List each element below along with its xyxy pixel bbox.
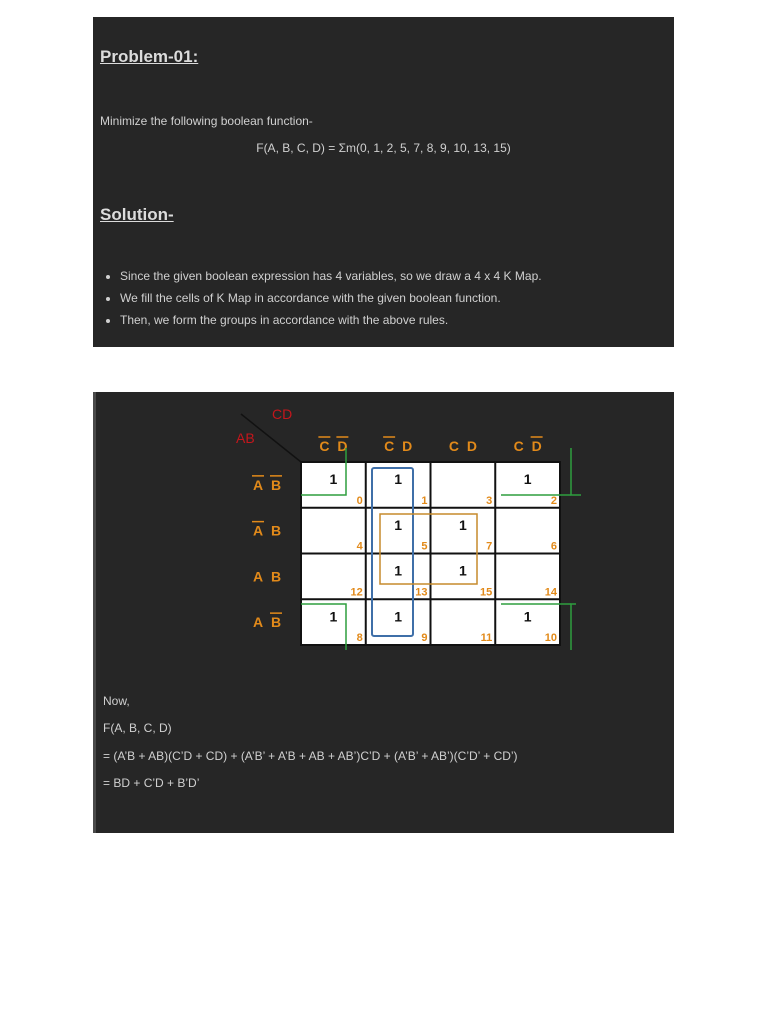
cell-value: 1	[329, 471, 338, 487]
column-header-first-var: C	[513, 438, 524, 454]
cell-minterm-index: 3	[486, 494, 493, 507]
cell-minterm-index: 4	[356, 540, 363, 553]
cell-minterm-index: 1	[421, 494, 428, 507]
row-header-second-var: B	[270, 614, 282, 631]
column-header-second-var: D	[466, 438, 477, 454]
row-header-first-var: A	[252, 522, 264, 539]
row-header-first-var: A	[252, 568, 264, 585]
row-header-first-var: A	[252, 614, 264, 631]
cell-value: 1	[394, 562, 403, 579]
cell-value: 1	[394, 471, 403, 487]
cell-minterm-index: 5	[421, 540, 428, 553]
kmap-cell	[351, 586, 363, 598]
row-header	[252, 476, 282, 493]
cell-minterm-index: 6	[550, 540, 557, 553]
cell-minterm-index: 2	[550, 494, 557, 507]
cell-value: 1	[458, 562, 467, 579]
solution-step: • Then, we form the groups in accordance with the above rules.	[120, 313, 542, 327]
cell-value: 1	[523, 471, 532, 487]
row-variables-label: AB	[236, 430, 255, 446]
row-header	[253, 613, 282, 630]
column-header-first-var: C	[448, 438, 459, 454]
cell-value: 1	[394, 516, 403, 533]
column-headers	[318, 437, 542, 454]
corner-group-outline	[571, 448, 581, 495]
karnaugh-map	[96, 392, 677, 682]
row-header-second-var: B	[270, 568, 282, 585]
column-header-second-var: D	[531, 438, 542, 454]
problem-instruction: Minimize the following boolean function-	[100, 114, 313, 128]
row-header	[252, 522, 281, 539]
cell-value: 1	[458, 516, 467, 533]
kmap-cell	[551, 541, 557, 553]
kmap-panel	[93, 392, 674, 833]
row-header	[253, 568, 281, 584]
kmap-cell	[545, 586, 558, 598]
cell-minterm-index: 15	[480, 586, 493, 599]
column-header	[449, 438, 477, 454]
column-header-first-var: C	[319, 438, 330, 454]
column-header-first-var: C	[384, 438, 395, 454]
kmap-cell	[486, 495, 492, 507]
solution-step: • Since the given boolean expression has 4 variables, so we draw a 4 x 4 K Map.	[120, 269, 542, 283]
corner-group-outline	[571, 604, 576, 650]
cell-minterm-index: 9	[421, 632, 428, 644]
cell-minterm-index: 13	[415, 586, 428, 599]
problem-panel	[93, 17, 674, 347]
solution-step: • We fill the cells of K Map in accordance with the given boolean function.	[120, 291, 542, 305]
cell-minterm-index: 14	[544, 586, 557, 599]
row-header-first-var: A	[252, 476, 264, 493]
row-header-second-var: B	[270, 522, 282, 539]
kmap-cell	[481, 632, 493, 644]
column-variables-label: CD	[272, 406, 293, 422]
cell-minterm-index: 11	[480, 632, 493, 644]
row-headers	[252, 476, 282, 630]
cell-value: 1	[523, 608, 532, 625]
result-line-3: = BD + C’D + B’D’	[103, 776, 200, 790]
column-header-second-var: D	[337, 438, 348, 454]
cell-minterm-index: 10	[544, 632, 557, 644]
cell-minterm-index: 12	[350, 586, 363, 599]
problem-heading: Problem-01:	[100, 47, 199, 66]
result-line-1: F(A, B, C, D)	[103, 721, 172, 735]
cell-value: 1	[394, 608, 403, 625]
result-line-2: = (A’B + AB)(C’D + CD) + (A’B’ + A’B + AB + AB’)C’D + (A’B’ + AB’)(C’D’ + CD’)	[103, 749, 518, 763]
column-header	[318, 437, 348, 454]
solution-heading: Solution-	[100, 205, 174, 224]
column-header-second-var: D	[402, 438, 413, 454]
boolean-function: F(A, B, C, D) = Σm(0, 1, 2, 5, 7, 8, 9, 10, 13, 15)	[256, 141, 511, 155]
column-header	[514, 437, 543, 454]
cell-minterm-index: 0	[356, 494, 363, 507]
now-text: Now,	[103, 694, 130, 708]
cell-value: 1	[329, 608, 338, 625]
column-header	[383, 437, 412, 454]
kmap-cell	[357, 541, 364, 553]
row-header-second-var: B	[270, 476, 282, 493]
cell-minterm-index: 7	[486, 540, 493, 553]
cell-minterm-index: 8	[356, 632, 363, 644]
solution-steps	[100, 269, 542, 335]
